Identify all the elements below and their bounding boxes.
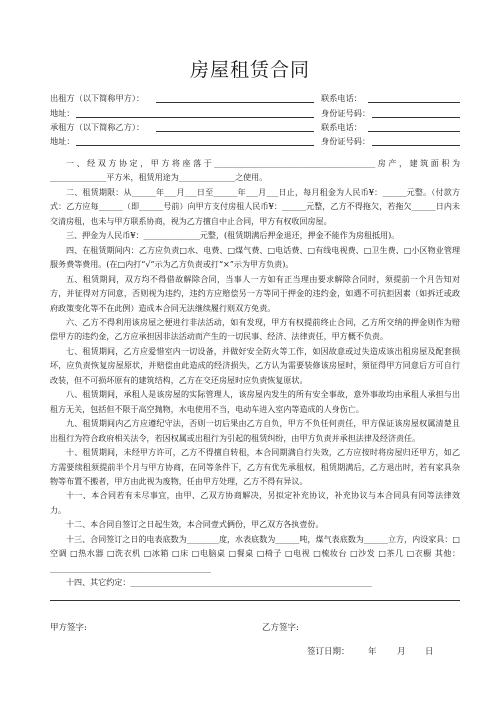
signing-date-label: 签订日期： [307,647,350,657]
lessee-phone-label: 联系电话： [321,122,362,132]
clause-6: 六、乙方不得利用该房屋之便进行非法活动，如有发现，甲方有权提前终止合同，乙方所交纳的押金则作为赔偿甲方的违约金，乙方应承担因非法活动而产生的一切民事、经济、法律责任，甲方概不负责。 [50,317,460,342]
lessor-label: 出租方（以下简称甲方）： [50,93,145,103]
clause-2: 二、租赁期限：从______年___月___日至______年___月___日止，每月租金为人民币¥：______元整。（付款方式：乙方应每______（即______号前）向甲方支付房租人民币¥：______元整，乙方不得拖欠，若拖欠______日内未交清房租，也未与甲方联系协商，视为乙方擅自中止合同，甲方有权收回房屋。 [50,187,460,226]
clause-4: 四、在租赁期间内：乙方应负责□水、电费、□煤气费、□电话费、□有线电视费、□卫生费、□小区物业管理服务费等费用。(在□内打“√”示为乙方负责或打“×”示为甲方负责)。 [50,245,460,270]
clause-8: 八、租赁期间，承租人是该房屋的实际管理人，该房屋内发生的所有安全事故，意外事故均由承租人承担与出租方无关，包括但不限于高空抛物，水电使用不当，电动车进入室内等造成的人身伤亡。 [50,390,460,414]
lessor-phone-blank [368,102,460,103]
lessor-phone-label: 联系电话： [321,93,362,103]
lessor-id-label: 身份证号码： [321,108,371,118]
clause-3: 三、押金为人民币¥：______________元整，(租赁期满后押金退还，押金不能作为房租抵用)。 [66,231,400,241]
signing-year-label: 年 [368,647,377,657]
clause-12: 十二、本合同自签订之日起生效，本合同壹式俩份，甲乙双方各执壹份。 [66,520,324,530]
lessee-phone-blank [368,131,460,132]
clause-13: 十三、合同签订之日的电表底数为________度，水表底数为______吨，煤气表底数为______立方，内设家具：□空调 □热水器 □洗衣机 □冰箱 □床 □电脑桌 □餐桌 □椅子 □电视 □梳妆台 □沙发 □茶几 □衣橱 其他：________________________________________ [50,534,460,573]
lessee-blank [156,131,314,132]
party-b-signature-label: 乙方签字: [262,623,299,633]
clause-11: 十一、本合同若有未尽事宜，由甲、乙双方协商解决，另拟定补充协议，补充协议与本合同具有同等法律效力。 [50,491,460,515]
clause-9: 九、租赁期间内乙方应遵纪守法，否则一切后果由乙方自负，甲方不负任何责任，甲方保证该房屋权属清楚且出租行为符合政府相关法令，若因权属或出租行为引起的租赁纠纷，由甲方负责并承担法律及经济责任。 [50,419,460,443]
document-title: 房屋租赁合同 [189,59,310,81]
lessor-row [50,91,460,105]
signing-day-label: 日 [425,647,434,657]
lessee-address-row [50,134,460,148]
lessee-id-label: 身份证号码： [321,136,371,146]
lessee-row [50,120,460,134]
lessee-label: 承租方（以下简称乙方）： [50,122,145,132]
lessee-address-label: 地址： [50,136,75,146]
lessor-blank [156,102,314,103]
clause-10: 十、租赁期间，未经甲方许可，乙方不得擅自转租，本合同期满自行失效，乙方应按时将房屋归还甲方，如乙方需要续租须提前半个月与甲方协商，在同等条件下，乙方有优先承租权，租赁期满后，乙方退出时，若有家具杂物等布置不搬者，甲方由此视为废物，任由甲方处理，乙方不得有异议。 [50,448,460,486]
lessor-address-label: 地址： [50,108,75,118]
lessee-id-blank [372,145,460,146]
lessor-address-blank [76,117,314,118]
lessor-address-row [50,106,460,120]
contract-body [50,157,460,591]
lessee-address-blank [76,145,314,146]
party-a-signature-label: 甲方签字: [50,623,87,633]
clause-5: 五、租赁期间，双方均不得借故解除合同，当事人一方如有正当理由要求解除合同时，须提前一个月告知对方，并征得对方同意，否则视为违约，违约方应赔偿另一方等同于押金的违约金，如遇不可抗拒因素（如拆迁或政府政策变化等不在此例）造成本合同无法继续履行则双方免责。 [50,274,460,313]
clause-7: 七、租赁期间，乙方应爱惜室内一切设备，并做好安全防火等工作，如因故意或过失造成该出租房屋及配套损坏，应负责恢复房屋原状，并赔偿由此造成的经济损失，乙方认为需要装修该房屋时，须征得甲方同意后方可自行改装，但不可损坏原有的建筑结构，乙方在交还房屋时应负责恢复原状。 [50,346,460,385]
clause-1: 一、经双方协定，甲方将座落于________________________________________房产，建筑面积为______________平方米，租赁用途为______________之使用。 [50,159,460,183]
lessor-id-blank [372,117,460,118]
clause-14: 十四、其它约定：____________________________________________________________ [66,578,372,588]
signing-month-label: 月 [397,647,406,657]
other-terms-line [50,600,460,601]
